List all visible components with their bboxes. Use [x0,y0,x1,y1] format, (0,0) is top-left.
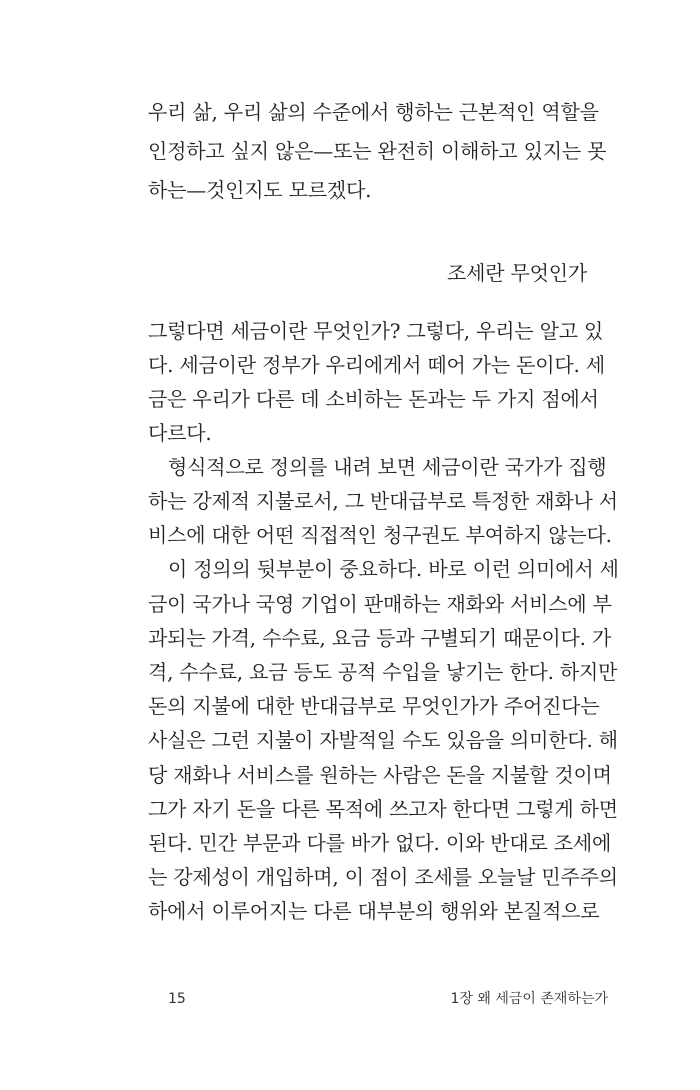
paragraph-line: 그가 자기 돈을 다른 목적에 쓰고자 한다면 그렇게 하면 [148,797,618,821]
section-heading: 조세란 무엇인가 [447,261,587,285]
paragraph-line: 사실은 그런 지불이 자발적일 수도 있음을 의미한다. 해 [148,728,618,752]
paragraph-line: 된다. 민간 부문과 다를 바가 없다. 이와 반대로 조세에 [148,831,612,855]
paragraph-line: 격, 수수료, 요금 등도 공적 수입을 낳기는 한다. 하지만 [148,660,618,684]
paragraph-line: 당 재화나 서비스를 원하는 사람은 돈을 지불할 것이며 [148,763,612,787]
page-number: 15 [168,991,186,1007]
running-head: 1장 왜 세금이 존재하는가 [450,991,608,1007]
paragraph-line: 금은 우리가 다른 데 소비하는 돈과는 두 가지 점에서 [148,387,599,411]
paragraph-line: 이 정의의 뒷부분이 중요하다. 바로 이런 의미에서 세 [168,557,619,581]
paragraph-line: 다. 세금이란 정부가 우리에게서 떼어 가는 돈이다. 세 [148,353,605,377]
paragraph-line: 는 강제성이 개입하며, 이 점이 조세를 오늘날 민주주의 [148,865,618,889]
intro-line-3: 하는—것인지도 모르겠다. [148,178,372,202]
paragraph-line: 돈의 지불에 대한 반대급부로 무엇인가가 주어진다는 [148,694,600,718]
intro-line-1: 우리 삶, 우리 삶의 수준에서 행하는 근본적인 역할을 [148,100,599,124]
paragraph-line: 하는 강제적 지불로서, 그 반대급부로 특정한 재화나 서 [148,489,618,513]
intro-line-2: 인정하고 싶지 않은—또는 완전히 이해하고 있지는 못 [148,139,607,163]
paragraph-line: 형식적으로 정의를 내려 보면 세금이란 국가가 집행 [168,455,607,479]
paragraph-line: 다르다. [148,421,212,445]
paragraph-line: 금이 국가나 국영 기업이 판매하는 재화와 서비스에 부 [148,592,612,616]
paragraph-line: 그렇다면 세금이란 무엇인가? 그렇다, 우리는 알고 있 [148,319,604,343]
paragraph-line: 과되는 가격, 수수료, 요금 등과 구별되기 때문이다. 가 [148,626,612,650]
paragraph-line: 하에서 이루어지는 다른 대부분의 행위와 본질적으로 [148,899,600,923]
paragraph-line: 비스에 대한 어떤 직접적인 청구권도 부여하지 않는다. [148,523,612,547]
